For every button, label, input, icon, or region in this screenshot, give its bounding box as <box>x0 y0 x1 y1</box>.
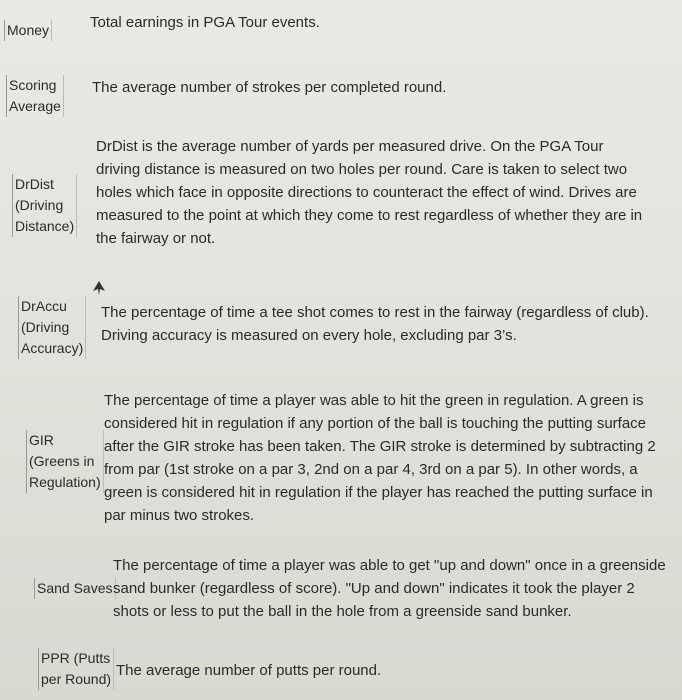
definition-scoring-average: The average number of strokes per completed round. <box>92 79 447 96</box>
definition-draccu: The percentage of time a tee shot comes to rest in the fairway (regardless of club). Driving accuracy is measured on every hole, excluding par 3’s. <box>101 304 649 344</box>
term-scoring-average: Scoring Average <box>6 75 64 117</box>
term-gir: GIR (Greens in Regulation) <box>26 430 104 493</box>
definition-money: Total earnings in PGA Tour events. <box>90 14 320 31</box>
definition-gir: The percentage of time a player was able to hit the green in regulation. A green is considered hit in regulation if any portion of the ball is touching the putting surface after the GIR stroke has been taken. The GIR stroke is determined by subtracting 2 from par (1st stroke on a par 3, 2nd on a par 4, 3rd on a par 5). In other words, a green is considered hit in regulation if the player has reached the putting surface in par minus two strokes. <box>104 392 656 524</box>
definition-drdist: DrDist is the average number of yards per measured drive. On the PGA Tour driving distance is measured on two holes per round. Care is taken to select two holes which face in opposite directions to counteract the effect of wind. Drives are measured to the point at which they come to rest regardless of whether they are in the fairway or not. <box>96 138 643 247</box>
term-sand-saves: Sand Saves <box>34 578 116 599</box>
definition-sand-saves: The percentage of time a player was able to get "up and down" once in a greenside sand bunker (regardless of score). "Up and down" indicates it took the player 2 shots or less to put the ball in the hole from a greenside sand bunker. <box>113 557 666 620</box>
mouse-pointer-icon <box>93 281 105 295</box>
term-money: Money <box>4 20 52 41</box>
term-ppr: PPR (Putts per Round) <box>38 648 114 690</box>
term-draccu: DrAccu (Driving Accuracy) <box>18 296 86 359</box>
term-drdist: DrDist (Driving Distance) <box>12 174 77 237</box>
definition-ppr: The average number of putts per round. <box>116 662 382 679</box>
